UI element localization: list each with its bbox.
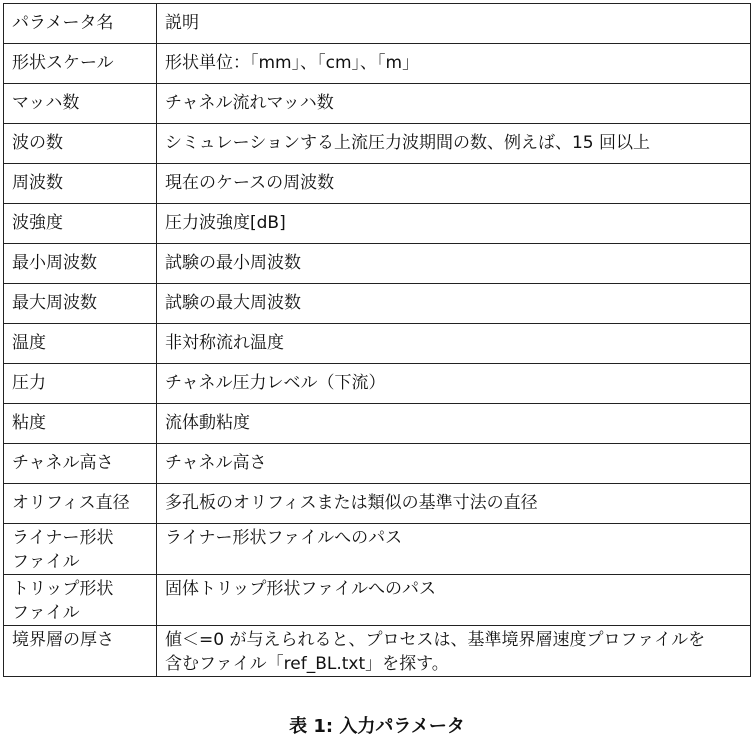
param-name-cell: 圧力: [4, 364, 157, 404]
table-row: [4, 44, 751, 84]
param-description-cell: チャネル流れマッハ数: [157, 84, 751, 124]
table-row: [4, 244, 751, 284]
param-name-cell: チャネル高さ: [4, 444, 157, 484]
table-row: [4, 324, 751, 364]
param-description-cell: 現在のケースの周波数: [157, 164, 751, 204]
table-row: [4, 444, 751, 484]
param-description-cell: 多孔板のオリフィスまたは類似の基準寸法の直径: [157, 484, 751, 524]
param-name-cell: 粘度: [4, 404, 157, 444]
param-name-cell: 最小周波数: [4, 244, 157, 284]
param-description-cell: 試験の最大周波数: [157, 284, 751, 324]
table-row: [4, 164, 751, 204]
table-caption: 表 1: 入力パラメータ: [289, 716, 465, 737]
param-description-cell: 形状単位：「mm」、「cm」、「m」: [157, 44, 751, 84]
input-parameter-table: [3, 3, 751, 677]
param-description-cell: 圧力波強度[dB]: [157, 204, 751, 244]
table-row: [4, 284, 751, 324]
param-name-cell: ライナー形状 ファイル: [4, 524, 157, 575]
param-name-cell: マッハ数: [4, 84, 157, 124]
param-description-cell: 流体動粘度: [157, 404, 751, 444]
param-description-cell: 試験の最小周波数: [157, 244, 751, 284]
header-parameter-name: パラメータ名: [4, 4, 157, 44]
param-name-cell: 最大周波数: [4, 284, 157, 324]
table-header-row: [4, 4, 751, 44]
param-name-cell: トリップ形状 ファイル: [4, 575, 157, 626]
table-row: [4, 364, 751, 404]
header-description: 説明: [157, 4, 751, 44]
table-row: [4, 575, 751, 626]
param-name-cell: 形状スケール: [4, 44, 157, 84]
param-description-cell: 値＜=0 が与えられると、プロセスは、基準境界層速度プロファイルを 含むファイル「ref_BL.txt」を探す。: [157, 626, 751, 677]
param-name-cell: 波強度: [4, 204, 157, 244]
param-description-cell: チャネル圧力レベル（下流）: [157, 364, 751, 404]
table-row: [4, 404, 751, 444]
param-description-cell: ライナー形状ファイルへのパス: [157, 524, 751, 575]
param-name-cell: 温度: [4, 324, 157, 364]
table-row: [4, 484, 751, 524]
param-description-cell: チャネル高さ: [157, 444, 751, 484]
param-name-cell: 周波数: [4, 164, 157, 204]
table-row: [4, 124, 751, 164]
table-row: [4, 626, 751, 677]
param-description-cell: 固体トリップ形状ファイルへのパス: [157, 575, 751, 626]
table-row: [4, 524, 751, 575]
param-name-cell: 波の数: [4, 124, 157, 164]
param-description-cell: シミュレーションする上流圧力波期間の数、例えば、15 回以上: [157, 124, 751, 164]
param-name-cell: 境界層の厚さ: [4, 626, 157, 677]
param-name-cell: オリフィス直径: [4, 484, 157, 524]
table-row: [4, 204, 751, 244]
table-row: [4, 84, 751, 124]
param-description-cell: 非対称流れ温度: [157, 324, 751, 364]
